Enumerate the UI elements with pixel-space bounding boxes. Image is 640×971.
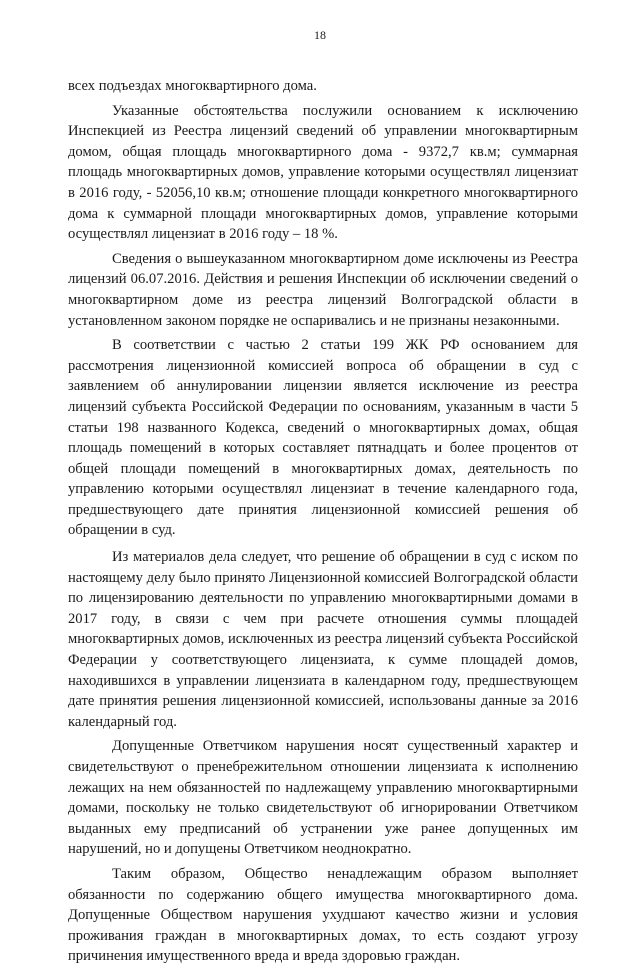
document-body [68, 76, 578, 971]
page-number: 18 [314, 28, 326, 42]
paragraph-legal-basis: В соответствии с частью 2 статьи 199 ЖК РФ основанием для рассмотрения лицензионной комиссией вопроса об обращении в суд с заявлением об аннулировании лицензии является исключение из реестра лицензий субъекта Российской Федерации по основаниям, указанным в части 5 статьи 198 названного Кодекса, сведений о многоквартирных домах, общая площадь помещений в которых составляет пятнадцать и более процентов от общей площади помещений в многоквартирных домах, деятельность по управлению которыми осуществлял лицензиат в течение календарного года, предшествующего дате принятия лицензионной комиссией решения об обращении в суд. [68, 337, 578, 539]
paragraph-conclusion: Таким образом, Общество ненадлежащим образом выполняет обязанности по содержанию общего имущества многоквартирного дома. Допущенные Обществом нарушения ухудшают качество жизни и условия проживания граждан в многоквартирных домах, то есть создают угрозу причинения имущественного вреда и вреда здоровью граждан. [68, 865, 578, 965]
paragraph-registry-exclusion: Сведения о вышеуказанном многоквартирном доме исключены из Реестра лицензий 06.07.2016. Действия и решения Инспекции об исключении сведений о многоквартирном доме из реестра лицензий Волгоградской области в установленном законом порядке не оспаривались и не признаны незаконными. [68, 250, 578, 329]
paragraph-exclusion-grounds: Указанные обстоятельства послужили основанием к исключению Инспекцией из Реестра лицензий сведений об управлении многоквартирным домом, общая площадь многоквартирного дома - 9372,7 кв.м; суммарная площадь многоквартирных домов, управление которыми осуществлял лицензиат в 2016 году, - 52056,10 кв.м; отношение площади конкретного многоквартирного дома к суммарной площади многоквартирных домов, управление которыми осуществлял лицензиат в 2016 году – 18 %. [68, 102, 578, 243]
paragraph-continuation: всех подъездах многоквартирного дома. [68, 78, 317, 94]
paragraph-violations: Допущенные Ответчиком нарушения носят существенный характер и свидетельствуют о пренебрежительном отношении лицензиата к исполнению лежащих на нем обязанностей по надлежащему управлению многоквартирными домами, поскольку не только свидетельствуют об игнорировании Ответчиком выданных ему предписаний об устранении уже ранее допущенных им нарушений, но и допущены Ответчиком неоднократно. [68, 738, 578, 858]
paragraph-case-materials: Из материалов дела следует, что решение об обращении в суд с иском по настоящему делу было принято Лицензионной комиссией Волгоградской области по лицензированию деятельности по управлению многоквартирными домами в 2017 году, в связи с чем при расчете отношения суммы площадей многоквартирных домов, исключенных из реестра лицензий субъекта Российской Федерации у соответствующего лицензиата, к сумме площадей домов, находившихся в управлении лицензиата в календарном году, предшествующем дате принятия решения лицензионной комиссией, использованы данные за 2016 календарный год. [68, 549, 578, 730]
